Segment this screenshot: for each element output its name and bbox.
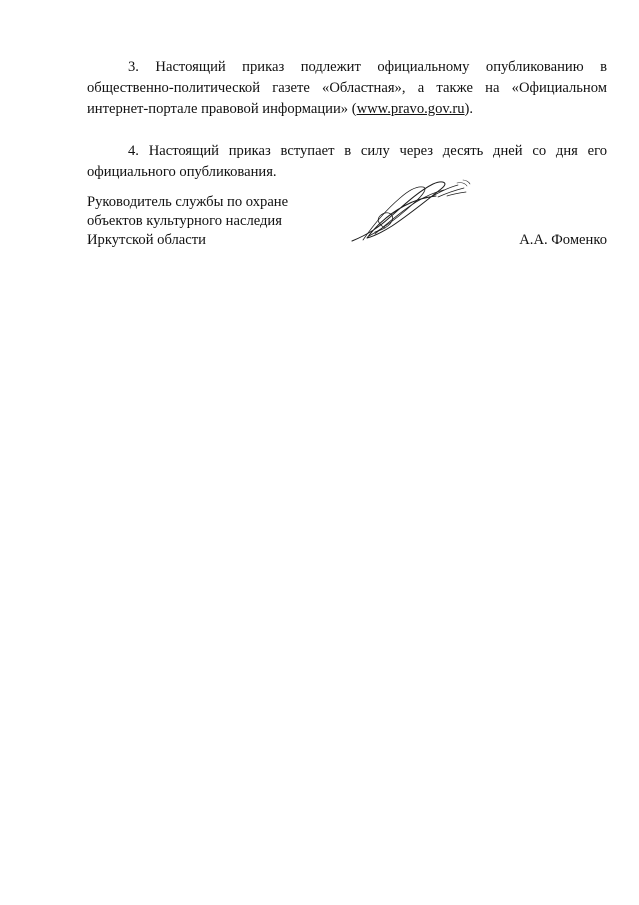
paragraph-4: 4. Настоящий приказ вступает в силу через десять дней со дня его официального опубликования. bbox=[87, 143, 607, 180]
order-text bbox=[87, 57, 607, 183]
paragraph-3-ending: ). bbox=[464, 101, 474, 117]
signatory-name: А.А. Фоменко bbox=[519, 232, 607, 248]
signatory-title-line-2: объектов культурного наследия bbox=[87, 213, 282, 229]
signature-block bbox=[87, 193, 607, 257]
pravo-link[interactable]: www.pravo.gov.ru bbox=[356, 101, 465, 117]
signatory-title-line-3: Иркутской области bbox=[87, 232, 206, 248]
signatory-title-line-1: Руководитель службы по охране bbox=[87, 194, 289, 210]
handwritten-signature-icon bbox=[347, 179, 477, 249]
paragraph-3 bbox=[87, 57, 607, 120]
paragraph-3-text: 3. Настоящий приказ подлежит официальному опубликованию в общественно-политической газете «Областная», а также на «Официальном интернет-портале правовой информации» ( bbox=[87, 59, 607, 117]
